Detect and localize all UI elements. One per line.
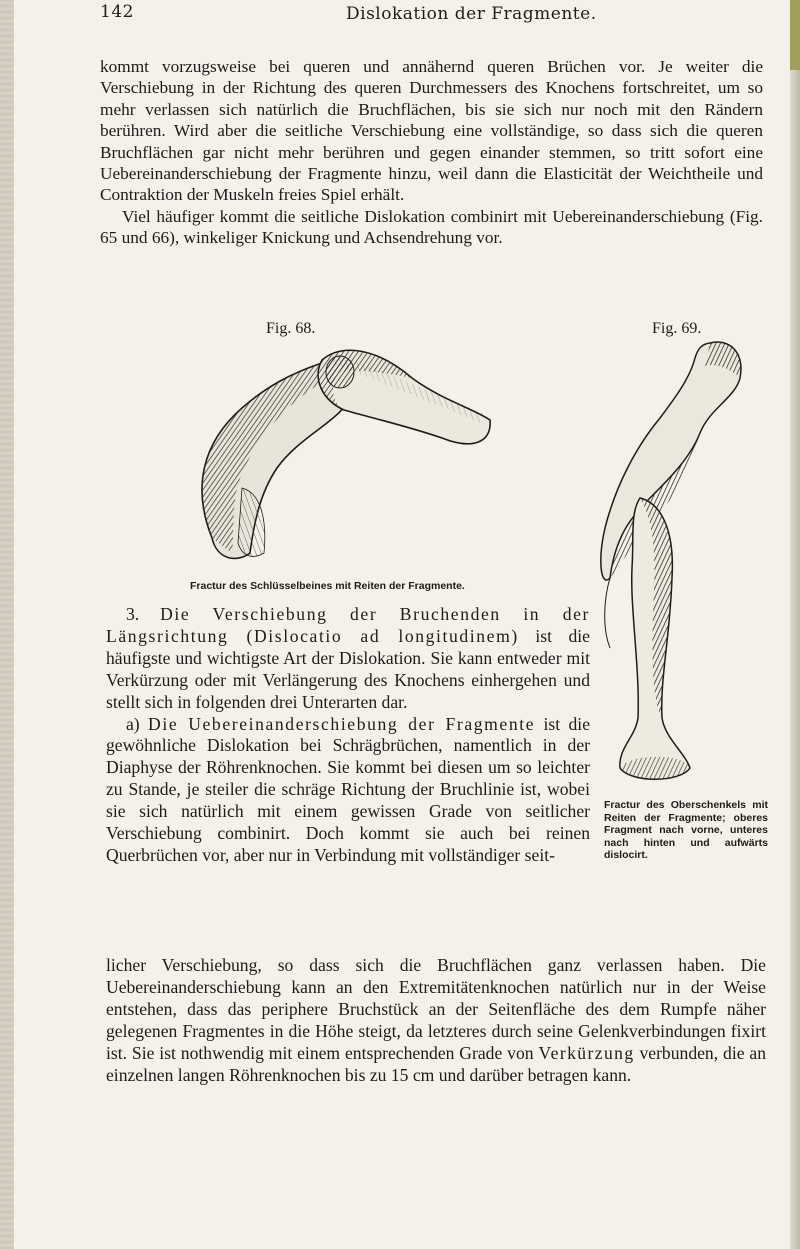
- top-paragraph: [100, 56, 763, 249]
- continuation-text: licher Verschiebung, so dass sich die Bruchflächen ganz verlassen haben. Die Uebereinanderschiebung kann an den Extremitätenknochen natürlich nur in der Weise entstehen, dass das periphere Bruchstück an der Seitenfläche des dem Rumpfe näher gelegenen Fragmentes in die Höhe steigt, da letzteres durch seine Gelenkverbindungen fixirt ist. Sie ist nothwendig mit einem entsprechenden Grade von: [106, 955, 766, 1063]
- page-right-edge: [790, 0, 800, 1249]
- section-number: 3.: [126, 604, 140, 624]
- section-text: ist die häufigste und wichtigste Art der Dislokation. Sie kann entweder mit Verkürzung oder mit Verlängerung des Knochens einhergehen und stellt sich in folgenden drei Unterarten dar.: [106, 625, 590, 712]
- clavicle-fracture-illustration: [172, 338, 494, 578]
- fig-68-caption: Fractur des Schlüsselbeines mit Reiten der Fragmente.: [190, 580, 465, 592]
- running-title: Dislokation der Fragmente.: [346, 4, 597, 24]
- section-heading: Die Verschiebung der Bruchenden in der Längsrichtung (Dislocatio ad longitudinem): [106, 604, 590, 646]
- subsection-heading: Die Uebereinanderschiebung der Fragmente: [148, 713, 536, 734]
- emphasis-verkuerzung: Verkürzung: [538, 1042, 635, 1063]
- femur-fracture-illustration: [590, 338, 750, 783]
- running-header: [100, 0, 760, 40]
- subsection-text: ist die gewöhnliche Dislokation bei Schrägbrüchen, namentlich in der Diaphyse der Röhrenknochen. Sie kommt bei diesen um so leichter zu Stande, je steiler die schräge Richtung der Bruchlinie ist, wobei sie sich natürlich mit einem gewissen Grade von seitlicher Verschiebung combinirt. Doch kommt sie auch bei reinen Querbrüchen vor, aber nur in Verbindung mit vollständiger seit-: [106, 713, 590, 865]
- fig-69-caption: Fractur des Oberschenkels mit Reiten der Fragmente; oberes Fragment nach vorne, unteres nach hinten und aufwärts dislocirt.: [604, 799, 768, 861]
- paragraph-combined-dislocation: Viel häufiger kommt die seitliche Dislokation combinirt mit Uebereinanderschiebung (Fig. 65 und 66), winkeliger Knickung und Achsendrehung vor.: [100, 206, 763, 248]
- page-number: 142: [100, 2, 134, 22]
- page-binding-edge: [0, 0, 14, 1249]
- fig-69-label: Fig. 69.: [652, 320, 702, 337]
- fig-68-label: Fig. 68.: [266, 320, 316, 337]
- subsection-marker: a): [126, 713, 140, 734]
- continuation-tail: verbunden, die an einzelnen langen Röhrenknochen bis zu 15 cm und darüber betragen kann.: [106, 1042, 767, 1085]
- subsection-continuation: [106, 955, 766, 1086]
- section-3-column: [106, 604, 590, 867]
- paragraph-continuation: kommt vorzugsweise bei queren und annähernd queren Brüchen vor. Je weiter die Verschiebung in der Richtung des queren Durchmessers des Knochens fortschreitet, um so mehr verlassen sich natürlich die Bruchflächen, bis sie sich nur noch mit den Rändern berühren. Wird aber die seitliche Verschiebung eine vollständige, so dass sich die queren Bruchflächen gar nicht mehr berühren und gegen einander stemmen, so tritt sofort eine Uebereinanderschiebung der Fragmente hinzu, weil dann die Elasticität der Weichtheile und Contraktion der Muskeln freies Spiel erhält.: [100, 57, 763, 205]
